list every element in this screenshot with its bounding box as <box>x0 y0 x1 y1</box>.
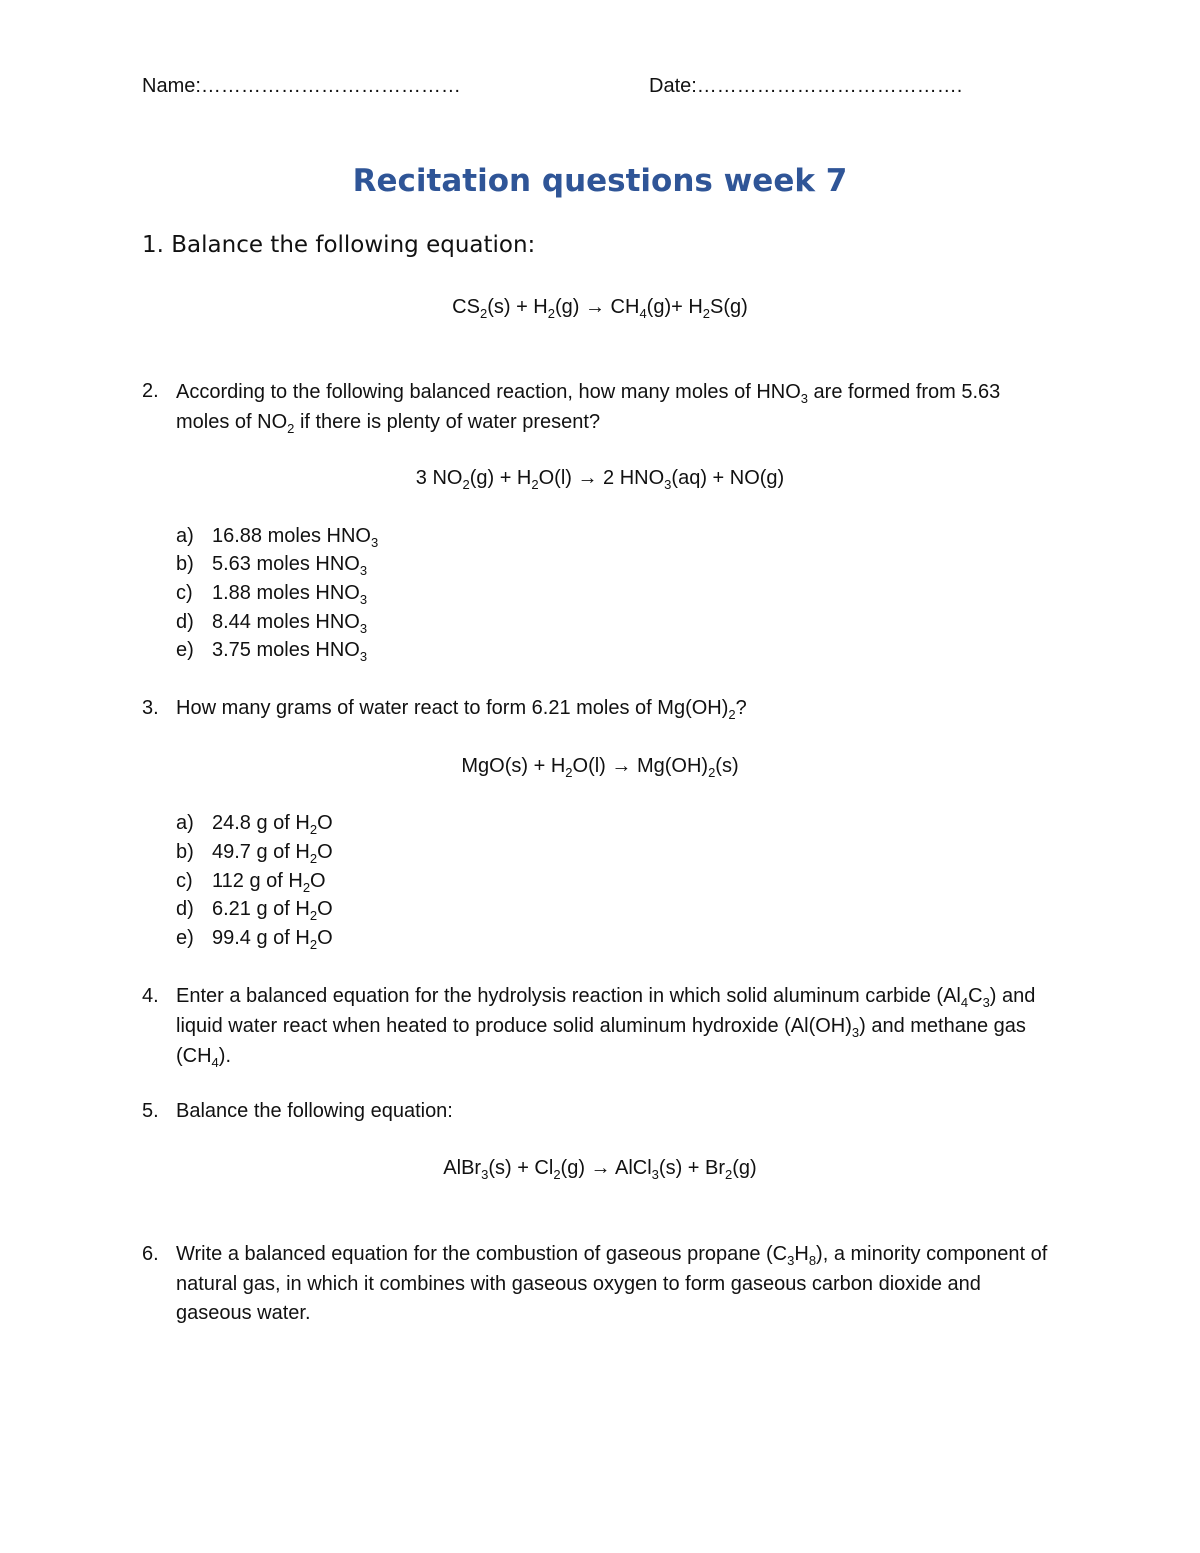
option-b: b) 5.63 moles $HNO_3$ <box>176 553 368 578</box>
question-2-number: 2. <box>142 380 159 402</box>
option-b: b) 49.7 g of $H_2O$ <box>176 841 333 866</box>
question-1-text: 1. Balance the following equation: <box>142 232 536 258</box>
question-2-equation: 3 $NO_2(g) + H_2O(l) \to 2$ $HNO_3(aq) + NO(g)$ <box>415 467 785 492</box>
date-field-label: Date:…………………………………. <box>649 75 963 97</box>
option-a: a) 16.88 moles $HNO_3$ <box>176 525 379 550</box>
question-5-number: 5. <box>142 1100 159 1122</box>
question-4-number: 4. <box>142 985 159 1007</box>
option-c: c) 112 g of $H_2O$ <box>176 870 326 895</box>
question-3-equation: $MgO(s) + H_2O(l) \to Mg(OH)_2(s)$ <box>461 755 739 780</box>
option-d: d) 6.21 g of $H_2O$ <box>176 898 333 923</box>
option-e: e) 99.4 g of $H_2O$ <box>176 927 333 952</box>
question-1-equation: $CS_2(s) + H_2(g) \to CH_4(g)+ H_2S(g)$ <box>452 296 748 321</box>
option-e: e) 3.75 moles $HNO_3$ <box>176 639 368 664</box>
option-a: a) 24.8 g of $H_2O$ <box>176 812 333 837</box>
question-6-text: Write a balanced equation for the combustion of gaseous propane $(C_3H_8)$, a minority component of natural gas, in which it combines with gaseous oxygen to form gaseous carbon dioxide and gaseous water. <box>176 1243 1048 1324</box>
question-3-text: How many grams of water react to form 6.21 moles of $Mg(OH)_2$? <box>176 697 747 722</box>
question-4-text: Enter a balanced equation for the hydrolysis reaction in which solid aluminum carbide $(Al_4C_3)$ and liquid water react when heated to produce solid aluminum hydroxide $(Al(OH)_3)$ and methane gas $(CH_4)$. <box>176 985 1036 1070</box>
option-c: c) 1.88 moles $HNO_3$ <box>176 582 368 607</box>
question-5-text: Balance the following equation: <box>176 1100 453 1122</box>
name-field-label: Name:………………………………… <box>142 75 461 97</box>
page-title: Recitation questions week 7 <box>352 163 848 199</box>
question-3-number: 3. <box>142 697 159 719</box>
question-6-number: 6. <box>142 1243 159 1265</box>
option-d: d) 8.44 moles $HNO_3$ <box>176 611 368 636</box>
question-5-equation: AlBr$_3$(s) + $Cl_2(g)$ → AlCl$_3$(s) + $Br_2(g)$ <box>443 1157 757 1182</box>
question-2-text: According to the following balanced reaction, how many moles of $HNO_3$ are formed from 5.63 moles of $NO_2$ if there is plenty of water present? <box>176 381 1001 436</box>
